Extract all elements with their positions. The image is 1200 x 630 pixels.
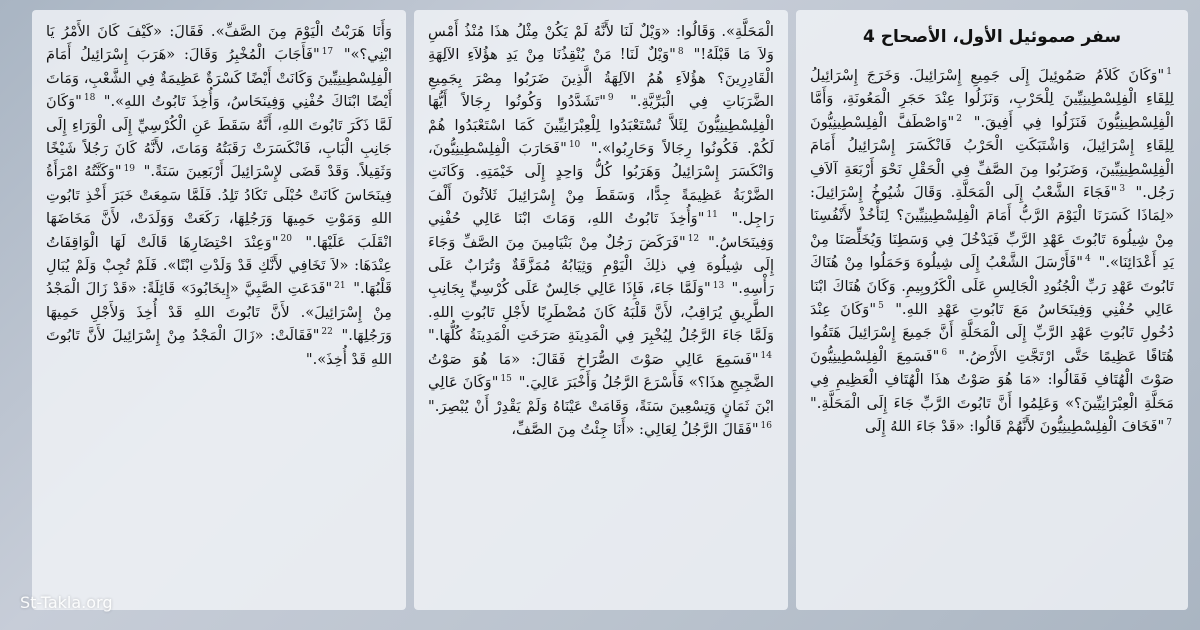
verse-number: 6 bbox=[941, 348, 948, 359]
verse-number: 21 bbox=[334, 280, 346, 291]
verse-text: "فَأَرْسَلَ الشَّعْبُ إِلَى شِيلُوهَ وَحَمَلُوا مِنْ هُنَاكَ تَابُوتَ عَهْدِ رَبِّ الْجُنُودِ الْجَالِسِ عَلَى الْكَرُوبِيمِ. وَكَانَ هُنَاكَ ابْنَا عَالِي حُفْنِي وَفِينَحَاسُ مَعَ تَابُوتِ عَهْدِ اللهِ." bbox=[810, 254, 1174, 319]
verse-text: "وَلَمَّا جَاءَ، فَإِذَا عَالِي جَالِسٌ عَلَى كُرْسِيٍّ بِجَانِبِ الطَّرِيقِ يُرَاقِبُ، لأَنَّ قَلْبَهُ كَانَ مُضْطَرِبًا لأَجْلِ تَابُوتِ اللهِ. وَلَمَّا جَاءَ الرَّجُلُ لِيُخْبِرَ فِي الْمَدِينَةِ صَرَخَتِ الْمَدِينَةُ كُلُّهَا." bbox=[428, 280, 774, 345]
verse-text: "وَكَانَ عِنْدَ دُخُولِ تَابُوتِ عَهْدِ الرَّبِّ إِلَى الْمَحَلَّةِ أَنَّ جَمِيعَ إِسْرَائِيلَ هَتَفُوا هُتَافًا عَظِيمًا حَتَّى ارْتَجَّتِ الأَرْضُ." bbox=[810, 301, 1174, 365]
verse-number: 14 bbox=[760, 350, 772, 361]
verse-text: "وَكَانَ لَمَّا ذَكَرَ تَابُوتَ اللهِ، أَنَّهُ سَقَطَ عَنِ الْكُرْسِيِّ إِلَى الْوَرَاءِ إِلَى جَانِبِ الْبَابِ، فَانْكَسَرَتْ رَقَبَتُهُ وَمَاتَ، لأَنَّهُ كَانَ رَجُلاً شَيْخًا وَثَقِيلاً. وَقَدْ قَضَى لإِسْرَائِيلَ أَرْبَعِينَ سَنَةً." bbox=[46, 93, 392, 181]
verse-number: 7 bbox=[1166, 418, 1172, 429]
verse-text: وَأَنَا هَرَبْتُ الْيَوْمَ مِنَ الصَّفِّ». فَقَالَ: «كَيْفَ كَانَ الأَمْرُ يَا ابْنِي؟»" bbox=[46, 23, 392, 64]
verse-number: 10 bbox=[568, 140, 581, 151]
verse-text: "فَسَمِعَ الْفِلِسْطِينِيُّونَ صَوْتَ الْهُتَافِ فَقَالُوا: «مَا هُوَ صَوْتُ هذَا الْهُتَافِ الْعَظِيمِ فِي مَحَلَّةِ الْعِبْرَانِيِّينَ؟» وَعَلِمُوا أَنَّ تَابُوتَ الرَّبِّ جَاءَ إِلَى الْمَحَلَّةِ." bbox=[810, 347, 1174, 412]
verse-text: "وَاصْطَفَّ الْفِلِسْطِينِيُّونَ لِلِقَاءِ إِسْرَائِيلَ، وَاشْتَبَكَتِ الْحَرْبُ فَانْكَسَرَ إِسْرَائِيلُ أَمَامَ الْفِلِسْطِينِيِّينَ، وَضَرَبُوا مِنَ الصَّفِّ فِي الْحَقْلِ نَحْوَ أَرْبَعَةِ آلاَفِ رَجُل." bbox=[810, 113, 1174, 202]
verse-text: "فَرَكَضَ رَجُلٌ مِنْ بَنْيَامِينَ مِنَ الصَّفِّ وَجَاءَ إِلَى شِيلُوهَ فِي ذلِكَ الْيَوْمِ وَثِيَابُهُ مُمَزَّقَةٌ وَتُرَابٌ عَلَى رَأْسِهِ." bbox=[428, 233, 774, 298]
verse-text: "فَقَالَ الرَّجُلُ لِعَالِي: «أَنَا جِئْتُ مِنَ الصَّفِّ، bbox=[511, 420, 759, 438]
verse-text: "وَيْلٌ لَنَا! مَنْ يُنْقِذُنَا مِنْ يَدِ هؤُلاَءِ الآلِهَةِ الْقَادِرِينَ؟ هؤُلاَءِ هُمُ الآلِهَةُ الَّذِينَ ضَرَبُوا مِصْرَ بِجَمِيعِ الضَّرَبَاتِ فِي الْبَرِّيَّةِ." bbox=[428, 46, 774, 111]
verse-text: "وَكَانَ كَلاَمُ صَمُوئِيلَ إِلَى جَمِيعِ إِسْرَائِيلَ. وَخَرَجَ إِسْرَائِيلُ لِلِقَاءِ الْفِلِسْطِينِيِّينَ لِلْحَرْبِ، وَنَزَلُوا عِنْدَ حَجَرِ الْمَعُونَةِ، وَأَمَّا الْفِلِسْطِينِيُّونَ فَنَزَلُوا فِي أَفِيقَ." bbox=[810, 67, 1174, 131]
site-watermark: St-Takla.org bbox=[20, 593, 113, 612]
verse-text: "تَشَدَّدُوا وَكُونُوا رِجَالاً أَيُّهَا الْفِلِسْطِينِيُّونَ لِئَلاَّ تُسْتَعْبَدُوا لِلْعِبْرَانِيِّينَ كَمَا اسْتَعْبَدُوا هُمْ لَكُمْ. فَكُونُوا رِجَالاً وَحَارِبُوا»." bbox=[428, 93, 774, 158]
verse-number: 15 bbox=[500, 374, 512, 385]
verse-text: "فَقَالَتْ: «زَالَ الْمَجْدُ مِنْ إِسْرَائِيلَ لأَنَّ تَابُوتَ اللهِ قَدْ أُخِذَ»." bbox=[46, 327, 392, 368]
verse-text: "وَأُخِذَ تَابُوتُ اللهِ، وَمَاتَ ابْنَا عَالِي حُفْنِي وَفِينَحَاسُ." bbox=[428, 210, 774, 251]
column-body bbox=[810, 64, 1174, 439]
verse-number: 4 bbox=[1084, 254, 1091, 265]
verse-number: 18 bbox=[83, 93, 96, 104]
verse-text: "وَكَانَ عَالِي ابْنَ ثَمَانٍ وَتِسْعِينَ سَنَةً، وَقَامَتْ عَيْنَاهُ وَلَمْ يَقْدِرْ أَنْ يُبْصِرَ." bbox=[428, 374, 774, 415]
verse-text: "فَسَمِعَ عَالِي صَوْتَ الصُّرَاخِ فَقَالَ: «مَا هُوَ صَوْتُ الضَّجِيجِ هذَا؟» فَأَسْرَعَ الرَّجُلُ وَأَخْبَرَ عَالِيَ." bbox=[428, 350, 774, 392]
verse-number: 16 bbox=[760, 421, 772, 432]
verse-text: "فَخَافَ الْفِلِسْطِينِيُّونَ لأَنَّهُمْ قَالُوا: «قَدْ جَاءَ اللهُ إِلَى bbox=[865, 418, 1165, 436]
column-body bbox=[46, 20, 392, 371]
verse-number: 3 bbox=[1119, 184, 1126, 195]
verse-number: 22 bbox=[321, 327, 333, 338]
page-title: سفر صموئيل الأول، الأصحاح 4 bbox=[862, 27, 1122, 47]
verse-number: 11 bbox=[706, 210, 718, 221]
verse-text: "فَدَعَتِ الصَّبِيَّ «إِيخَابُودَ» قَائِلَةً: «قَدْ زَالَ الْمَجْدُ مِنْ إِسْرَائِيلَ». لأَنَّ تَابُوتَ اللهِ قَدْ أُخِذَ وَلأَجْلِ حَمِيهَا وَرَجُلِهَا." bbox=[46, 280, 392, 345]
verse-number: 17 bbox=[321, 46, 334, 57]
verse-number: 9 bbox=[607, 93, 614, 104]
column-body bbox=[428, 20, 774, 441]
text-column-middle bbox=[414, 10, 788, 610]
text-column-left bbox=[32, 10, 406, 610]
verse-number: 5 bbox=[878, 301, 884, 312]
verse-number: 1 bbox=[1166, 67, 1172, 78]
verse-number: 19 bbox=[123, 163, 136, 174]
verse-number: 13 bbox=[712, 280, 725, 291]
verse-text: "وَكَنَّتُهُ امْرَأَةُ فِينَحَاسَ كَانَتْ حُبْلَى تَكَادُ تَلِدُ. فَلَمَّا سَمِعَتْ خَبَرَ أَخْذِ تَابُوتِ اللهِ وَمَوْتِ حَمِيهَا وَرَجُلِهَا، رَكَعَتْ وَوَلَدَتْ، لأَنَّ مَخَاضَهَا انْقَلَبَ عَلَيْهَا." bbox=[46, 163, 392, 251]
verse-number: 12 bbox=[687, 233, 700, 244]
verse-number: 20 bbox=[280, 233, 292, 244]
verse-text: "وَعِنْدَ احْتِضَارِهَا قَالَتْ لَهَا الْوَاقِفَاتُ عِنْدَهَا: «لاَ تَخَافِي لأَنَّكِ قَدْ وَلَدْتِ ابْنًا». فَلَمْ تُجِبْ وَلَمْ يُبَالِ قَلْبُهَا." bbox=[46, 233, 392, 298]
verse-text: "فَحَارَبَ الْفِلِسْطِينِيُّونَ، وَانْكَسَرَ إِسْرَائِيلُ وَهَرَبُوا كُلُّ وَاحِدٍ إِلَى خَيْمَتِهِ. وَكَانَتِ الضَّرْبَةُ عَظِيمَةً جِدًّا، وَسَقَطَ مِنْ إِسْرَائِيلَ ثَلاَثُونَ أَلْفَ رَاجِل." bbox=[428, 140, 774, 228]
verse-number: 8 bbox=[677, 46, 684, 57]
text-column-right bbox=[796, 10, 1188, 610]
verse-number: 2 bbox=[956, 113, 962, 124]
verse-text: الْمَحَلَّةِ». وَقَالُوا: «وَيْلٌ لَنَا لأَنَّهُ لَمْ يَكُنْ مِثْلُ هذَا مُنْذُ أَمْسِ وَلاَ مَا قَبْلَهُ!" bbox=[428, 23, 774, 64]
verse-text: "فَجَاءَ الشَّعْبُ إِلَى الْمَحَلَّةِ. وَقَالَ شُيُوخُ إِسْرَائِيلَ: «لِمَاذَا كَسَرَنَا الْيَوْمَ الرَّبُّ أَمَامَ الْفِلِسْطِينِيِّينَ؟ لِنَأْخُذْ لأَنْفُسِنَا مِنْ شِيلُوهَ تَابُوتَ عَهْدِ الرَّبِّ فَيَدْخُلَ فِي وَسَطِنَا وَيُخَلِّصَنَا مِنْ يَدِ أَعْدَائِنَا»." bbox=[810, 184, 1175, 272]
verse-text: "فَأَجَابَ الْمُخْبِرُ وَقَالَ: «هَرَبَ إِسْرَائِيلُ أَمَامَ الْفِلِسْطِينِيِّينَ وَكَانَتْ أَيْضًا كَسْرَةٌ عَظِيمَةٌ فِي الشَّعْبِ، وَمَاتَ أَيْضًا ابْنَاكَ حُفْنِي وَفِينَحَاسُ، وَأُخِذَ تَابُوتُ اللهِ»." bbox=[46, 46, 392, 111]
